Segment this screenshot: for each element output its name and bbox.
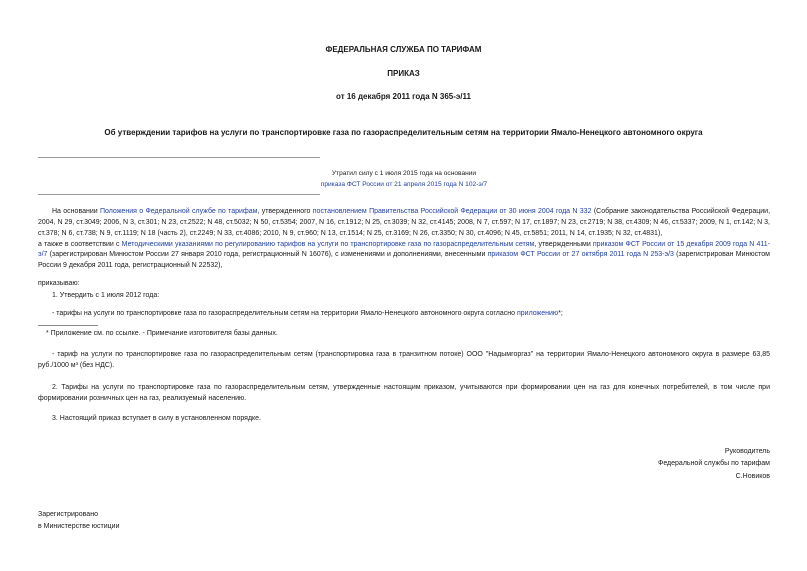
agency-title: ФЕДЕРАЛЬНАЯ СЛУЖБА ПО ТАРИФАМ	[325, 45, 482, 54]
preamble-text-2: , утвержденного	[257, 208, 313, 215]
signature-role: Руководитель	[724, 448, 770, 455]
item-1: 1. Утвердить с 1 июля 2012 года:	[52, 292, 160, 299]
divider-top	[38, 157, 320, 158]
footnote: * Приложение см. по ссылке. - Примечание изготовителя базы данных.	[46, 330, 278, 337]
status-note	[38, 169, 770, 191]
status-note-text: Утратил силу с 1 июля 2015 года на основании	[331, 170, 477, 177]
methodical-guidelines-link[interactable]: Методическими указаниями по регулированию тарифов на услуги по транспортировке газа по газораспределительным сетям	[121, 240, 535, 248]
item-3: 3. Настоящий приказ вступает в силу в установленном порядке.	[52, 415, 262, 422]
preamble-text-7: (зарегистрирован Минюстом России 9 декабря 2011 года, регистрационный N 22532),	[38, 251, 770, 270]
item-1a-tail: *;	[558, 310, 563, 317]
appendix-link[interactable]: приложению	[516, 310, 559, 317]
item-1b: - тариф на услуги по транспортировке газа по газораспределительным сетям (транспортировка газа в транзитном потоке) ООО "Надымгоргаз" на территории Ямало-Ненецкого автономного округа в размере 63,85 руб./1000 м³ (без НДС).	[38, 351, 770, 369]
preamble-text-6: (зарегистрирован Минюстом России 27 января 2010 года, регистрационный N 16076), с изменениями и дополнениями, внесенными	[47, 251, 488, 259]
preamble-text-5: , утвержденными	[534, 240, 593, 248]
government-resolution-link[interactable]: постановлением Правительства Российской Федерации от 30 июня 2004 года N 332	[312, 208, 592, 215]
item-1a-text: - тарифы на услуги по транспортировке газа по газораспределительным сетям на территории Ямало-Ненецкого автономного округа согласно	[52, 310, 517, 317]
preamble-text-4: а также в соответствии с	[38, 240, 122, 248]
preamble-text-1: На основании	[52, 208, 100, 215]
footnote-divider	[38, 325, 98, 326]
doc-type: ПРИКАЗ	[387, 69, 420, 78]
fst-order-411-link[interactable]: приказом ФСТ России от 15 декабря 2009 года N 411-э/7	[38, 240, 770, 259]
divider-bottom	[38, 194, 320, 195]
preamble-text-3: (Собрание законодательства Российской Федерации, 2004, N 29, ст.3049; 2006, N 3, ст.301; N 23, ст.2522; N 48, ст.5032; N 50, ст.5354; 2007, N 16, ст.1912; N 25, ст.3039; N 32, ст.4145; 2008, N 7, ст.597; N 17, ст.1897; N 23, ст.2719; N 38, ст.4309; N 46, ст.5337; 2009, N 1, ст.142; N 3, ст.378; N 6, ст.738; N 9, ст.1119; N 18 (часть 2), ст.2249; N 33, ст.4086; 2010, N 9, ст.960; N 13, ст.1514; N 25, ст.3169; N 26, ст.3350; N 30, ст.4096; N 45, ст.5851; 2011, N 14, ст.1935; N 32, ст.4831),	[38, 208, 771, 237]
registration-line-2: в Министерстве юстиции	[38, 523, 120, 531]
repeal-order-link[interactable]: приказа ФСТ России от 21 апреля 2015 года N 102-э/7	[320, 180, 488, 188]
order-word: приказываю:	[38, 280, 80, 287]
registration-block	[38, 509, 119, 534]
fst-order-253-link[interactable]: приказом ФСТ России от 27 октября 2011 года N 253-э/3	[487, 251, 674, 259]
signature-block	[560, 446, 770, 483]
item-1a	[38, 309, 770, 320]
registration-line-1: Зарегистрировано	[38, 511, 98, 518]
preamble	[38, 207, 770, 272]
signature-org: Федеральной службы по тарифам	[658, 460, 770, 468]
doc-date: от 16 декабря 2011 года N 365-э/11	[336, 92, 471, 101]
fst-regulation-link[interactable]: Положения о Федеральной службе по тарифам	[100, 208, 258, 215]
item-2: 2. Тарифы на услуги по транспортировке газа по газораспределительным сетям, утвержденные настоящим приказом, учитываются при формировании цен на газ для конечных потребителей, в том числе при формировании розничных цен на газ, реализуемый населению.	[38, 384, 770, 402]
doc-subject: Об утверждении тарифов на услуги по транспортировке газа по газораспределительным сетям на территории Ямало-Ненецкого автономного округа	[104, 128, 703, 137]
signature-name: С.Новиков	[735, 472, 770, 480]
